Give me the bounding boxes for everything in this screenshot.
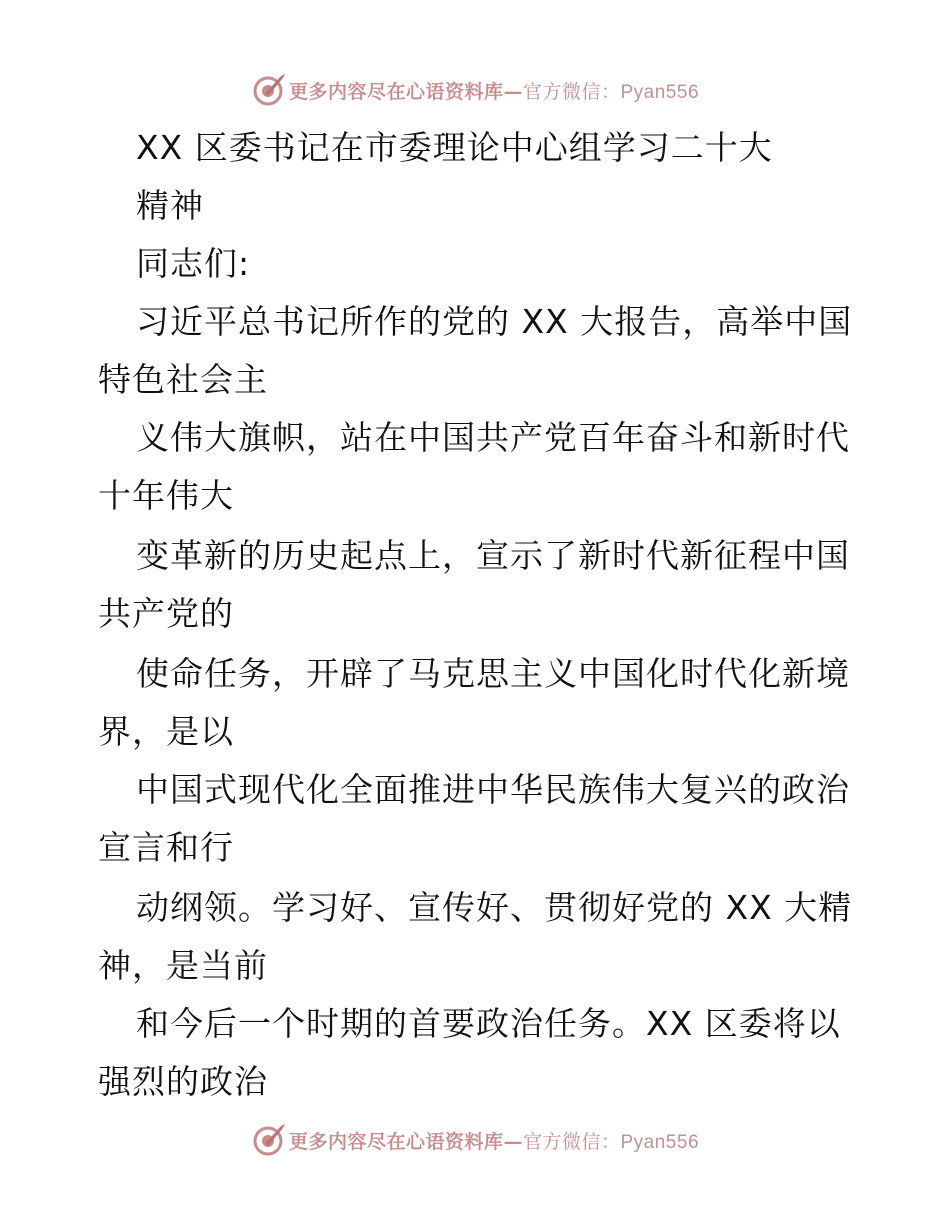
body-line: 和今后一个时期的首要政治任务。XX 区委将以 (136, 1004, 841, 1043)
title-line-1: XX 区委书记在市委理论中心组学习二十大 (136, 128, 773, 167)
body-line: 习近平总书记所作的党的 XX 大报告，高举中国 (136, 302, 853, 341)
body-line: 变革新的历史起点上，宣示了新时代新征程中国 (136, 536, 850, 575)
body-line: 神，是当前 (98, 946, 268, 985)
body-line: 动纲领。学习好、宣传好、贯彻好党的 XX 大精 (136, 888, 853, 927)
body-line: 特色社会主 (98, 360, 268, 399)
header-watermark (0, 70, 950, 110)
body-line: 十年伟大 (98, 476, 234, 515)
title-line-2: 精神 (136, 186, 204, 225)
body-line: 义伟大旗帜，站在中国共产党百年奋斗和新时代 (136, 418, 850, 457)
body-line: 强烈的政治 (98, 1062, 268, 1101)
footer-watermark (0, 1120, 950, 1160)
watermark-text: 更多内容尽在心语资料库—官方微信：Pyan556 (288, 1130, 700, 1153)
body-line: 宣言和行 (98, 828, 234, 867)
quill-logo-icon (251, 72, 287, 108)
watermark-text: 更多内容尽在心语资料库—官方微信：Pyan556 (288, 80, 700, 103)
salutation: 同志们: (136, 244, 251, 283)
body-line: 中国式现代化全面推进中华民族伟大复兴的政治 (136, 770, 850, 809)
quill-logo-icon (251, 1122, 287, 1158)
body-line: 界，是以 (98, 712, 234, 751)
body-line: 共产党的 (98, 594, 234, 633)
body-line: 使命任务，开辟了马克思主义中国化时代化新境 (136, 654, 850, 693)
